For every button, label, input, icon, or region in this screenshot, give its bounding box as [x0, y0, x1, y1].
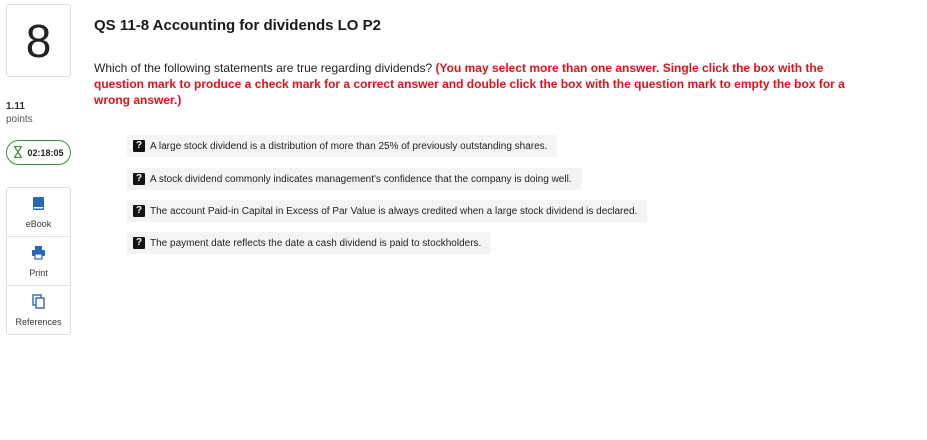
question-mark-checkbox[interactable]: ? — [133, 173, 145, 185]
instructions-text: (You may select more than one answer. Single click the box with the question mark to produce a check mark for a correct answer and double click the box with the question mark to empty the box for a wrong answer.) — [94, 61, 845, 107]
references-label: References — [15, 317, 62, 327]
print-label: Print — [29, 267, 48, 278]
ebook-button[interactable] — [7, 188, 70, 237]
timer-value: 02:18:05 — [27, 147, 64, 158]
references-button[interactable] — [7, 286, 70, 335]
choice-text: A stock dividend commonly indicates management's confidence that the company is doing well. — [150, 173, 572, 185]
choice-text: The account Paid-in Capital in Excess of Par Value is always credited when a large stock dividend is declared. — [150, 205, 638, 217]
choice-text: A large stock dividend is a distribution of more than 25% of previously outstanding shares. — [150, 140, 548, 152]
question-number: 8 — [6, 4, 71, 77]
choice-text: The payment date reflects the date a cash dividend is paid to stockholders. — [150, 237, 482, 249]
ebook-label: eBook — [25, 218, 52, 229]
references-icon — [31, 294, 46, 314]
question-title: QS 11-8 Accounting for dividends LO P2 — [94, 17, 381, 34]
answer-choice[interactable] — [127, 232, 491, 254]
answer-choice[interactable] — [127, 168, 582, 190]
answer-choice[interactable] — [127, 135, 557, 157]
points-label: points — [6, 114, 33, 125]
points-value: 1.11 — [6, 101, 25, 112]
timer[interactable] — [6, 140, 71, 165]
question-prompt — [94, 60, 864, 108]
book-icon — [31, 196, 46, 216]
printer-icon — [31, 245, 46, 265]
tools-panel — [6, 187, 71, 335]
question-mark-checkbox[interactable]: ? — [133, 140, 145, 152]
question-mark-checkbox[interactable]: ? — [133, 237, 145, 249]
answer-choice[interactable] — [127, 200, 647, 222]
print-button[interactable] — [7, 237, 70, 286]
hourglass-icon — [13, 146, 23, 160]
prompt-text: Which of the following statements are true regarding dividends? — [94, 61, 433, 75]
question-mark-checkbox[interactable]: ? — [133, 205, 145, 217]
